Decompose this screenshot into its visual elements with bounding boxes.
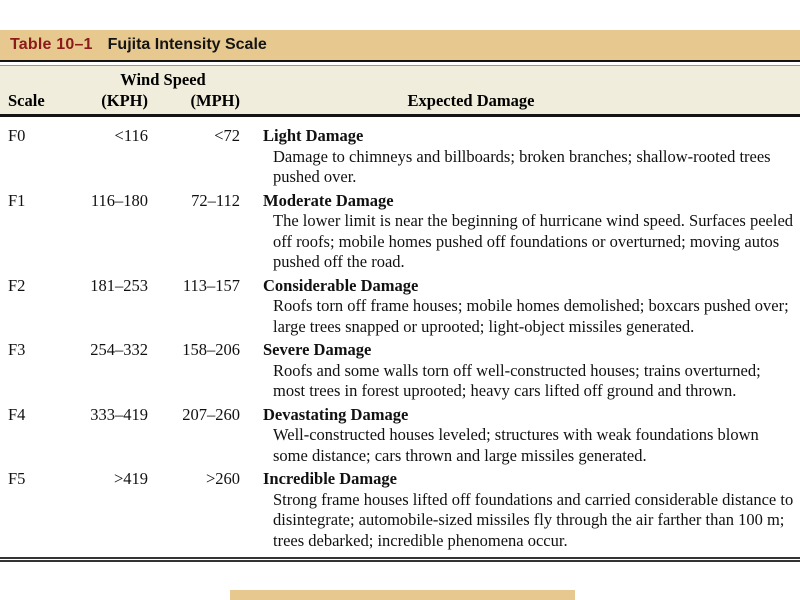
scale-cell: F5 bbox=[8, 469, 26, 488]
scale-cell: F0 bbox=[8, 126, 26, 145]
col-header-kph: (KPH) bbox=[101, 91, 148, 110]
damage-cell bbox=[240, 340, 794, 402]
damage-title: Severe Damage bbox=[263, 340, 372, 359]
table-row bbox=[0, 340, 800, 402]
spacer bbox=[240, 69, 792, 90]
mph-cell: <72 bbox=[214, 126, 240, 145]
damage-cell bbox=[240, 126, 794, 188]
damage-title: Devastating Damage bbox=[263, 404, 409, 424]
table-row bbox=[0, 469, 800, 551]
table-number-label: Table 10–1 bbox=[10, 36, 93, 53]
scale-cell: F3 bbox=[8, 340, 26, 359]
partial-next-table-bar bbox=[230, 590, 575, 600]
mph-cell: 207–260 bbox=[182, 404, 240, 424]
damage-description: Strong frame houses lifted off foundations and carried considerable distance to disintegrate; automobile-sized missiles fly through the air farther than 100 m; trees debarked; incredible phenomena occur. bbox=[273, 489, 794, 550]
damage-cell bbox=[240, 405, 794, 467]
table-title-bar bbox=[0, 30, 800, 62]
mph-cell: 113–157 bbox=[182, 275, 240, 295]
table-row bbox=[0, 276, 800, 338]
kph-cell: 116–180 bbox=[90, 190, 148, 210]
damage-description: Roofs and some walls torn off well-constructed houses; trains overturned; most trees in forest uprooted; heavy cars lifted off ground and thrown. bbox=[273, 360, 761, 400]
scale-cell: F4 bbox=[8, 404, 26, 424]
column-header-row bbox=[8, 90, 792, 111]
scale-cell: F2 bbox=[8, 275, 26, 295]
damage-cell bbox=[240, 276, 794, 338]
kph-cell: 333–419 bbox=[90, 404, 148, 424]
kph-cell: <116 bbox=[114, 126, 148, 145]
kph-cell: 254–332 bbox=[90, 340, 148, 359]
col-header-scale: Scale bbox=[8, 91, 45, 110]
col-header-mph: (MPH) bbox=[190, 91, 240, 110]
mph-cell: 158–206 bbox=[182, 340, 240, 359]
table-title-text: Fujita Intensity Scale bbox=[107, 36, 267, 53]
damage-title: Considerable Damage bbox=[263, 275, 419, 295]
table-row bbox=[0, 405, 800, 467]
scale-cell: F1 bbox=[8, 190, 26, 210]
table-row bbox=[0, 126, 800, 188]
kph-cell: >419 bbox=[113, 469, 148, 488]
table-bottom-rule bbox=[0, 557, 800, 562]
damage-description: Damage to chimneys and billboards; broken branches; shallow-rooted trees pushed over. bbox=[273, 146, 771, 186]
damage-cell bbox=[240, 469, 794, 551]
damage-title: Incredible Damage bbox=[263, 469, 397, 488]
damage-title: Light Damage bbox=[263, 126, 364, 145]
table-body bbox=[0, 118, 800, 554]
damage-description: Well-constructed houses leveled; structures with weak foundations blown some distance; cars thrown and large missiles generated. bbox=[273, 425, 759, 465]
damage-cell bbox=[240, 191, 794, 273]
kph-cell: 181–253 bbox=[90, 275, 148, 295]
table-row bbox=[0, 191, 800, 273]
column-header-group-row bbox=[8, 69, 792, 90]
spacer bbox=[8, 69, 56, 90]
col-group-wind-speed: Wind Speed bbox=[120, 70, 206, 89]
col-header-expected-damage: Expected Damage bbox=[407, 91, 535, 110]
damage-title: Moderate Damage bbox=[263, 190, 394, 210]
damage-description: The lower limit is near the beginning of hurricane wind speed. Surfaces peeled off roofs; mobile homes pushed off foundations or overturned; moving autos pushed off the road. bbox=[273, 211, 794, 271]
mph-cell: 72–112 bbox=[191, 190, 240, 210]
mph-cell: >260 bbox=[205, 469, 240, 488]
column-header-band bbox=[0, 65, 800, 117]
damage-description: Roofs torn off frame houses; mobile homes demolished; boxcars pushed over; large trees snapped or uprooted; light-object missiles generated. bbox=[273, 296, 789, 336]
